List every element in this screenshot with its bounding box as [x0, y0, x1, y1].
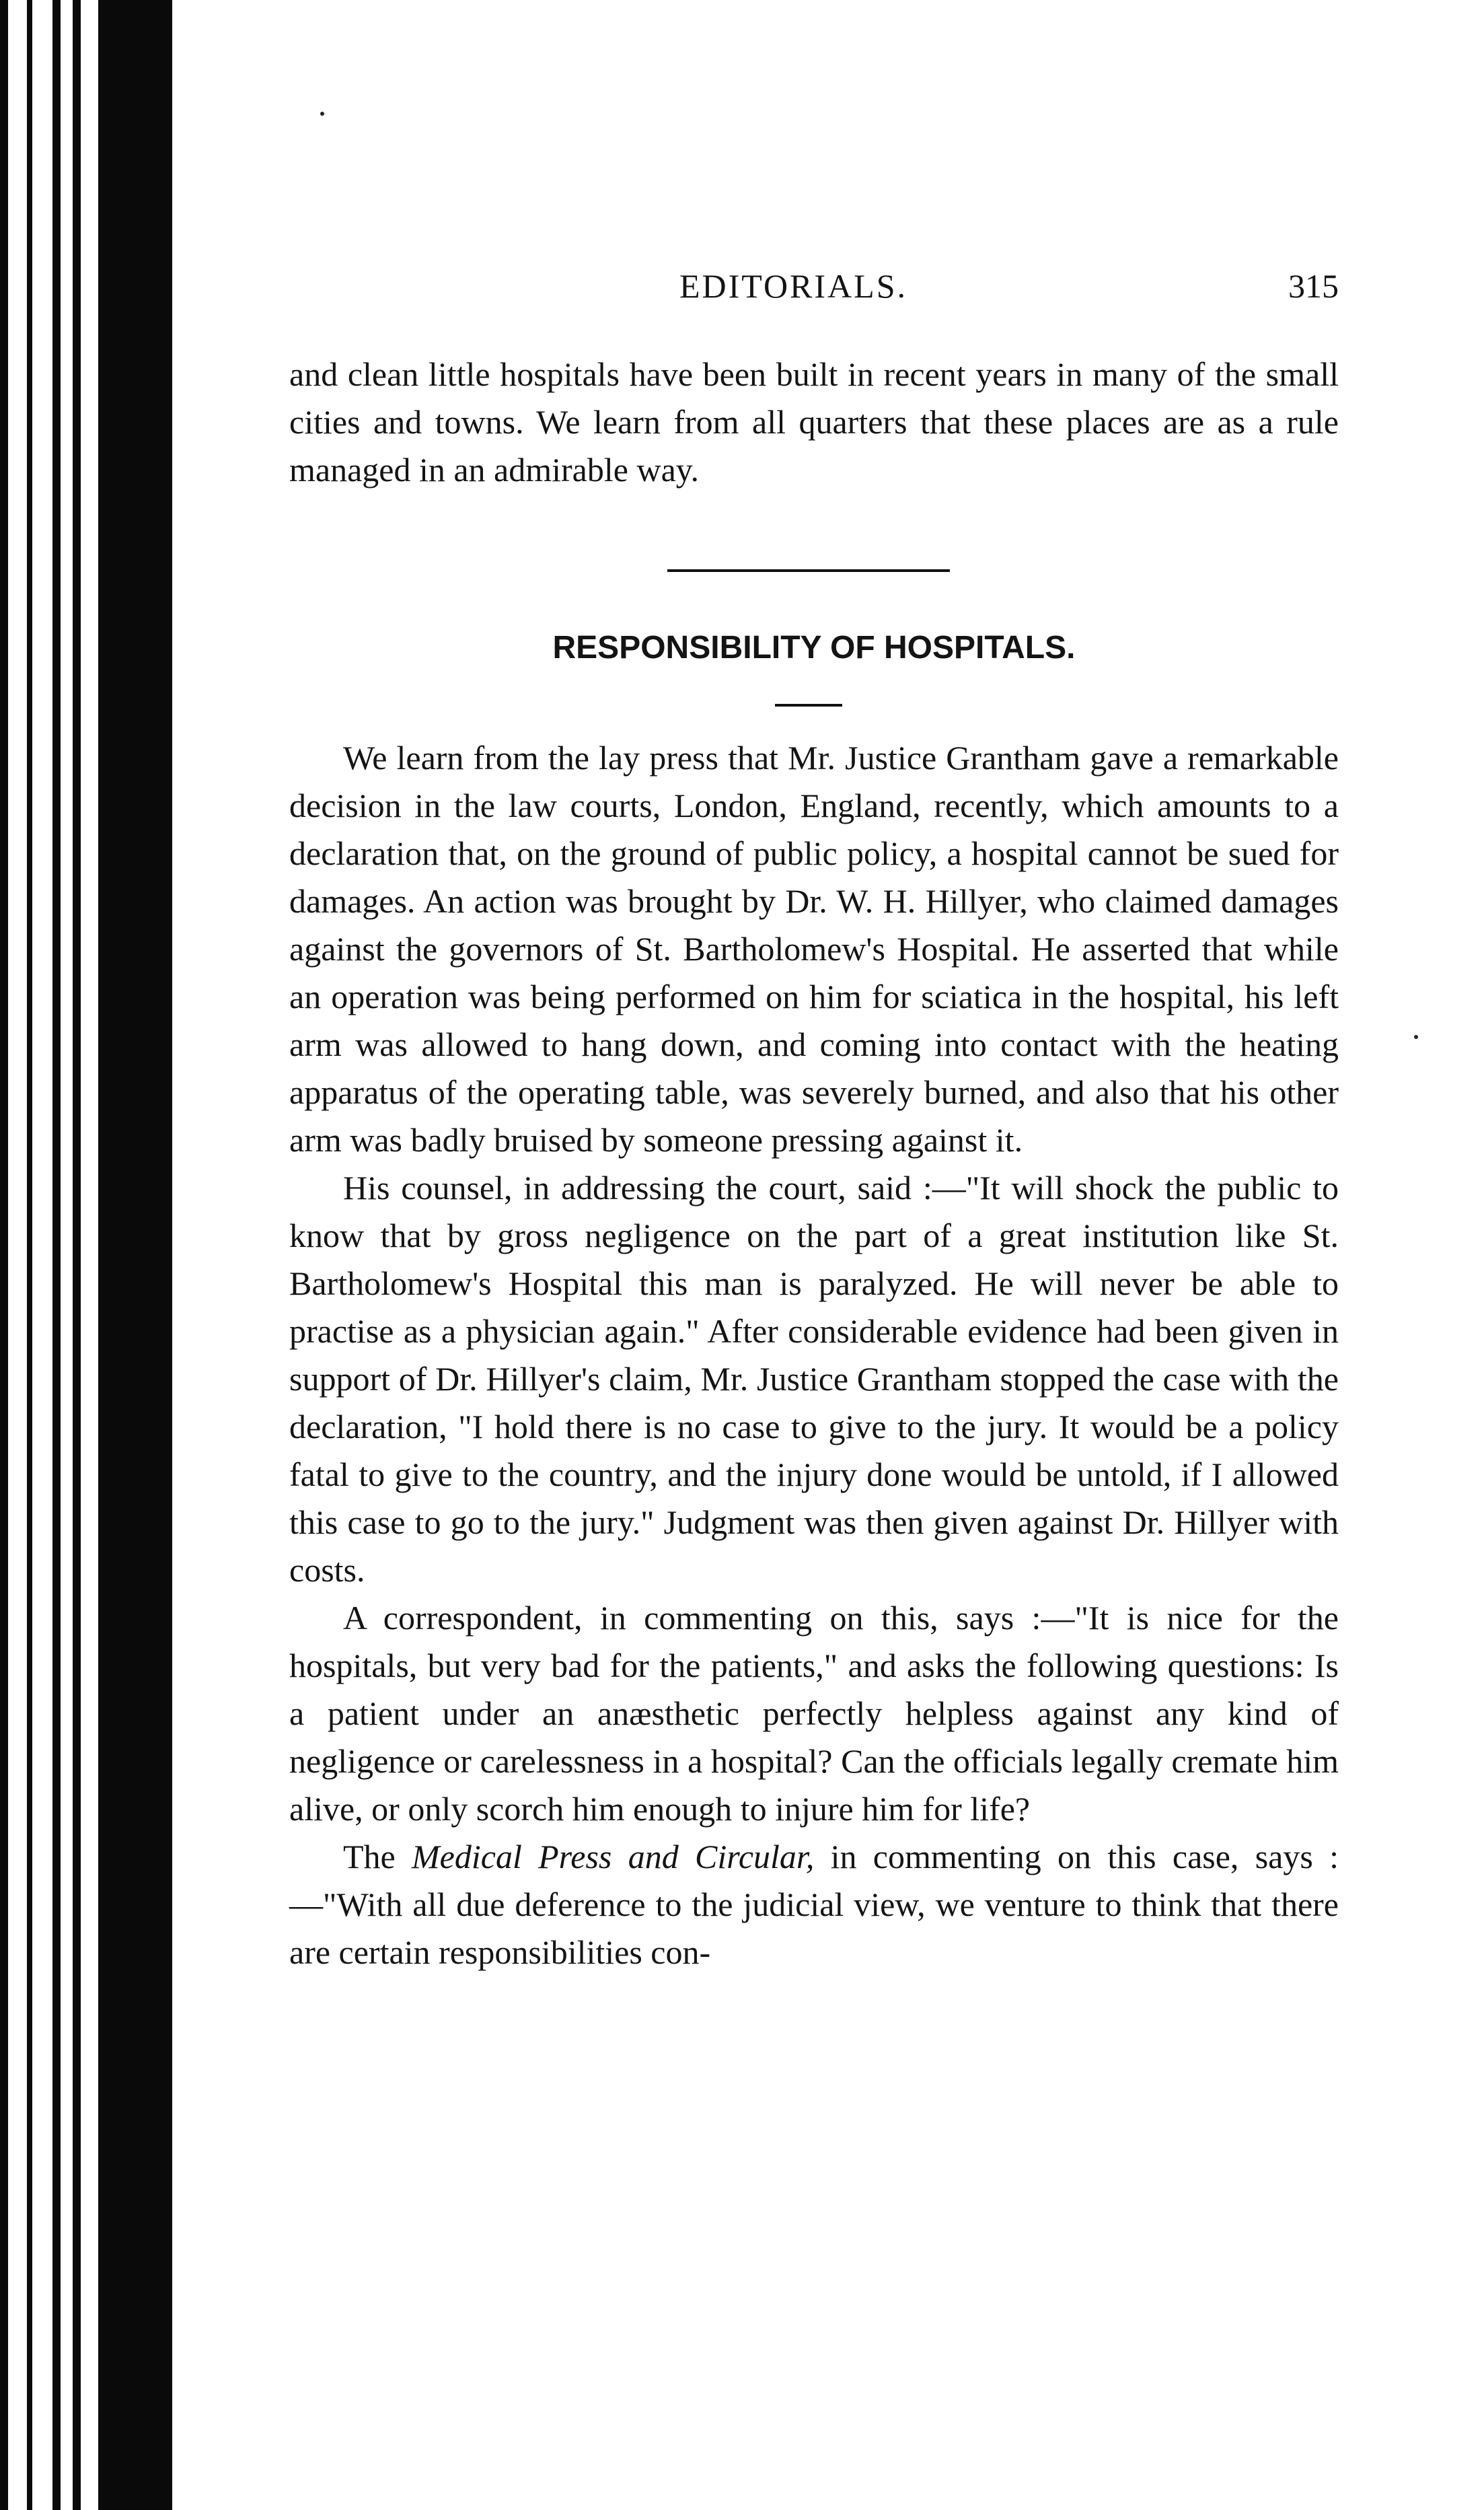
page-number: 315: [1288, 267, 1339, 305]
scan-edge-stripe: [27, 0, 32, 2510]
scan-speck: [320, 112, 324, 116]
scan-edge-stripe: [98, 0, 172, 2510]
scan-edge-stripe: [52, 0, 61, 2510]
paragraph-lead: The: [343, 1838, 412, 1875]
paragraph-rest: in commenting on this case, says :—"With all due deference to the judicial view, we venture to think that there are certain responsibilities con-: [289, 1838, 1339, 1971]
scan-speck: [1414, 1035, 1418, 1039]
paragraph: His counsel, in addressing the court, said :—"It will shock the public to know that by gross negligence on the part of a great institution like St. Bartholomew's Hospital this man is paralyzed. He will never be able to practise as a physician again." After considerable evidence had been given in support of Dr. Hillyer's claim, Mr. Justice Grantham stopped the case with the declaration, "I hold there is no case to give to the jury. It would be a policy fatal to give to the country, and the injury done would be untold, if I allowed this case to go to the jury." Judgment was then given against Dr. Hillyer with costs.: [289, 1169, 1339, 1589]
section-divider: [667, 569, 950, 572]
article-body: [289, 734, 1339, 1976]
page-header: [289, 266, 1339, 314]
paragraph: We learn from the lay press that Mr. Justice Grantham gave a remarkable decision in the law courts, London, England, recently, which amounts to a declaration that, on the ground of public policy, a hospital cannot be sued for damages. An action was brought by Dr. W. H. Hillyer, who claimed damages against the governors of St. Bartholomew's Hospital. He asserted that while an operation was being performed on him for sciatica in the hospital, his left arm was allowed to hang down, and coming into contact with the heating apparatus of the operating table, was severely burned, and also that his other arm was badly bruised by someone pressing against it.: [289, 739, 1339, 1159]
intro-paragraph: and clean little hospitals have been built in recent years in many of the small cities and towns. We learn from all quarters that these places are as a rule managed in an admirable way.: [289, 355, 1339, 489]
section-heading: RESPONSIBILITY OF HOSPITALS.: [552, 630, 1076, 666]
heading-underline: [775, 704, 842, 707]
paragraph-last: [289, 1833, 1339, 1976]
paragraph: A correspondent, in commenting on this, says :—"It is nice for the hospitals, but very bad for the patients," and asks the following questions: Is a patient under an anæsthetic perfectly helpless against any kind of negligence or carelessness in a hospital? Can the officials legally cremate him alive, or only scorch him enough to injure him for life?: [289, 1599, 1339, 1828]
running-title: EDITORIALS.: [679, 267, 908, 305]
scan-edge-stripe: [73, 0, 81, 2510]
scan-edge-stripe: [0, 0, 8, 2510]
journal-title: Medical Press and Circular,: [412, 1838, 815, 1875]
